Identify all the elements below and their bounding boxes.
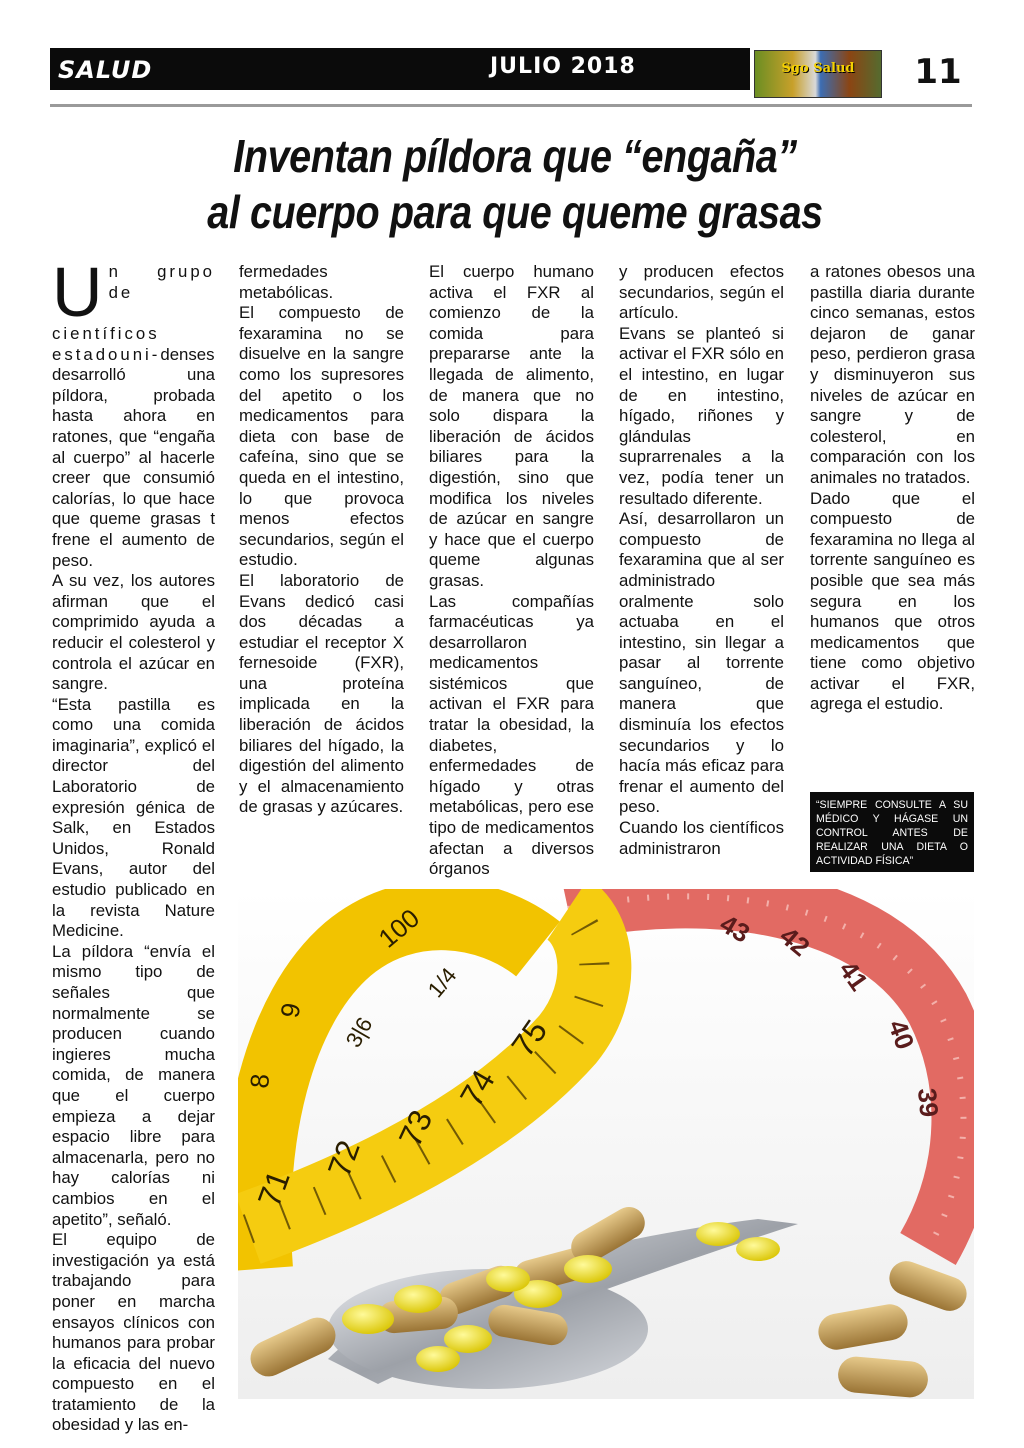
pill	[342, 1304, 394, 1334]
article-photo	[238, 889, 974, 1399]
pill	[486, 1266, 530, 1292]
paragraph: denses desarrolló una píldora, probada hasta ahora en ratones, que “engaña al cuerpo” al hacerle creer que consumió calorías, lo que hace que queme grasas t frene el aumento de peso.	[52, 344, 215, 570]
pill	[416, 1346, 460, 1372]
yellow-tape-number: 9	[274, 1000, 307, 1021]
yellow-tape-number: 75	[504, 1013, 555, 1064]
paragraph: Evans se planteó si activar el FXR sólo en el intestino, en lugar de en intestino, hígado, riñones y glándulas suprarrenales a la vez, podía tener un resultado diferente.	[619, 323, 784, 508]
yellow-tape-number: 73	[391, 1104, 440, 1152]
paragraph: El compuesto de fexaramina no se disuelve en la sangre como los supresores del apetito o los medicamentos para dieta con base de cafeína, sino que se queda en el intestino, lo que provoca menos efectos secundarios, según el estudio.	[239, 303, 404, 570]
red-tape-number: 42	[774, 920, 816, 963]
section-label: SALUD	[58, 56, 153, 84]
yellow-tape-number: 71	[250, 1165, 297, 1212]
paragraph: Dado que el compuesto de fexaramina no llega al torrente sanguíneo es posible que sea más segura en los humanos que otros medicamentos que tiene como objetivo activar el FXR, agrega el estudio.	[810, 488, 975, 714]
logo-text: Sgo Salud	[781, 61, 855, 76]
red-tape-number: 39	[912, 1086, 945, 1119]
paragraph: El cuerpo humano activa el FXR al comienzo de la comida para prepararse ante la llegada de alimento, de manera que no solo dispara la liberación de ácidos biliares para la digestión, sino que modifica los niveles de azúcar en sangre y hace que el cuerpo queme algunas grasas.	[429, 262, 594, 590]
paragraph: a ratones obesos una pastilla diaria durante cinco semanas, estos dejaron de ganar peso, perdieron grasa y disminuyeron sus niveles de azúcar en sangre y de colesterol, en comparación con los animales no tratados.	[810, 262, 975, 487]
publication-logo	[754, 50, 882, 98]
yellow-tape-number: 3|6	[340, 1012, 378, 1052]
pill	[564, 1255, 612, 1283]
article-column-3	[429, 262, 594, 880]
article-headline	[167, 128, 864, 240]
paragraph: La píldora “envía el mismo tipo de señales que normalmente se producen cuando ingieres mucha comida, de manera que el cuerpo empieza a dejar espacio libre para almacenarla, pero no hay calorías ni cambios en el apetito”, señaló.	[52, 941, 215, 1229]
lead-text: n grupo de científicos estadouni-	[52, 262, 215, 364]
red-tape-number: 40	[882, 1015, 921, 1054]
yellow-tape-number: 8	[244, 1072, 276, 1090]
drop-cap: U	[52, 253, 103, 331]
paragraph: Las compañías farmacéuticas ya desarrollaron medicamentos sistémicos que activan el FXR para tratar la obesidad, la diabetes, enfermedades de hígado y otras metabólicas, pero ese tipo de medicamentos afectan a diversos órganos	[429, 591, 594, 879]
paragraph: “Esta pastilla es como una comida imaginaria”, explicó el director del Laboratorio de expresión génica de Salk, en Estados Unidos, Ronald Evans, autor del estudio publicado en la revista Nature Medicine.	[52, 694, 215, 941]
page-number: 11	[914, 52, 962, 92]
paragraph: fermedades metabólicas.	[239, 262, 334, 302]
header-bar	[50, 48, 750, 90]
photo-illustration	[238, 889, 974, 1399]
article-column-4	[619, 262, 784, 859]
pill	[394, 1285, 442, 1313]
issue-date: JULIO 2018	[490, 54, 636, 79]
article-column-2	[239, 262, 404, 818]
yellow-tape-number: 72	[320, 1135, 367, 1182]
paragraph: y producen efectos secundarios, según el artículo.	[619, 262, 784, 323]
pill	[696, 1222, 740, 1246]
pill	[736, 1237, 780, 1261]
yellow-tape-number: 1/4	[422, 962, 462, 1003]
red-tape-number: 43	[715, 908, 756, 949]
yellow-tape-number: 100	[372, 902, 426, 954]
headline-line-1: Inventan píldora que “engaña”	[233, 130, 797, 182]
paragraph: Así, desarrollaron un compuesto de fexaramina que al ser administrado oralmente solo actuaba en el intestino, sin llegar a pasar al torrente sanguíneo, de manera que disminuía los efectos secundarios y lo hacía más eficaz para frenar el aumento del peso.	[619, 509, 784, 817]
paragraph: A su vez, los autores afirman que el comprimido ayuda a reducir el colesterol y controla el azúcar en sangre.	[52, 571, 215, 694]
article-column-5	[810, 262, 975, 715]
paragraph: Cuando los científicos administraron	[619, 818, 784, 858]
callout-box: “SIEMPRE CONSULTE A SU MÉDICO Y HÁGASE UN CONTROL ANTES DE REALIZAR UNA DIETA O ACTIVIDAD FÍSICA”	[810, 792, 974, 872]
headline-line-2: al cuerpo para que queme grasas	[207, 186, 823, 238]
header-divider	[50, 104, 972, 107]
paragraph: El laboratorio de Evans dedicó casi dos décadas a estudiar el receptor X fernesoide (FXR), una proteína implicada en la liberación de ácidos biliares del hígado, la digestión del alimento y el almacenamiento de grasas y azúcares.	[239, 570, 404, 817]
red-tape-number: 41	[833, 955, 875, 997]
yellow-tape-number: 74	[452, 1063, 502, 1113]
paragraph: El equipo de investigación ya está trabajando para poner en marcha ensayos clínicos con humanos para probar la eficacia del nuevo compuesto en el tratamiento de la obesidad y las en-	[52, 1230, 215, 1435]
article-column-1	[52, 253, 215, 1436]
